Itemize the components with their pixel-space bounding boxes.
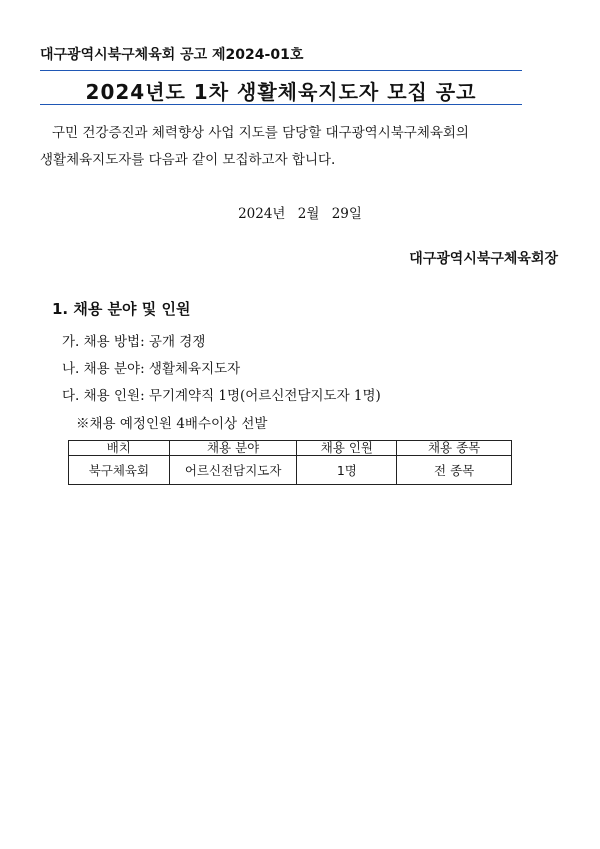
item-method: 가. 채용 방법: 공개 경쟁 xyxy=(62,334,206,350)
cell-headcount: 1명 xyxy=(297,456,397,485)
table-row xyxy=(69,456,512,485)
intro-line-2: 생활체육지도자를 다음과 같이 모집하고자 합니다. xyxy=(40,152,336,168)
notice-date: 2024년 2월 29일 xyxy=(238,206,362,222)
recruitment-table xyxy=(68,440,512,485)
header-bottom-rule xyxy=(40,104,522,105)
cell-placement: 북구체육회 xyxy=(69,456,170,485)
cell-sport: 전 종목 xyxy=(397,456,512,485)
cell-field: 어르신전담지도자 xyxy=(169,456,297,485)
section-heading: 1. 채용 분야 및 인원 xyxy=(52,300,191,318)
intro-paragraph xyxy=(40,120,540,174)
col-header-placement: 배치 xyxy=(69,441,170,456)
intro-line-1: 구민 건강증진과 체력향상 사업 지도를 담당할 대구광역시북구체육회의 xyxy=(52,125,469,141)
item-headcount: 다. 채용 인원: 무기계약직 1명(어르신전담지도자 1명) xyxy=(62,388,381,404)
selection-note: ※채용 예정인원 4배수이상 선발 xyxy=(76,416,268,432)
item-field: 나. 채용 분야: 생활체육지도자 xyxy=(62,361,241,377)
col-header-headcount: 채용 인원 xyxy=(297,441,397,456)
header-top-rule xyxy=(40,70,522,71)
col-header-sport: 채용 종목 xyxy=(397,441,512,456)
document-title: 2024년도 1차 생활체육지도자 모집 공고 xyxy=(85,80,477,104)
table-header-row xyxy=(69,441,512,456)
signer: 대구광역시북구체육회장 xyxy=(409,251,558,267)
notice-number: 대구광역시북구체육회 공고 제2024-01호 xyxy=(40,47,304,63)
col-header-field: 채용 분야 xyxy=(169,441,297,456)
